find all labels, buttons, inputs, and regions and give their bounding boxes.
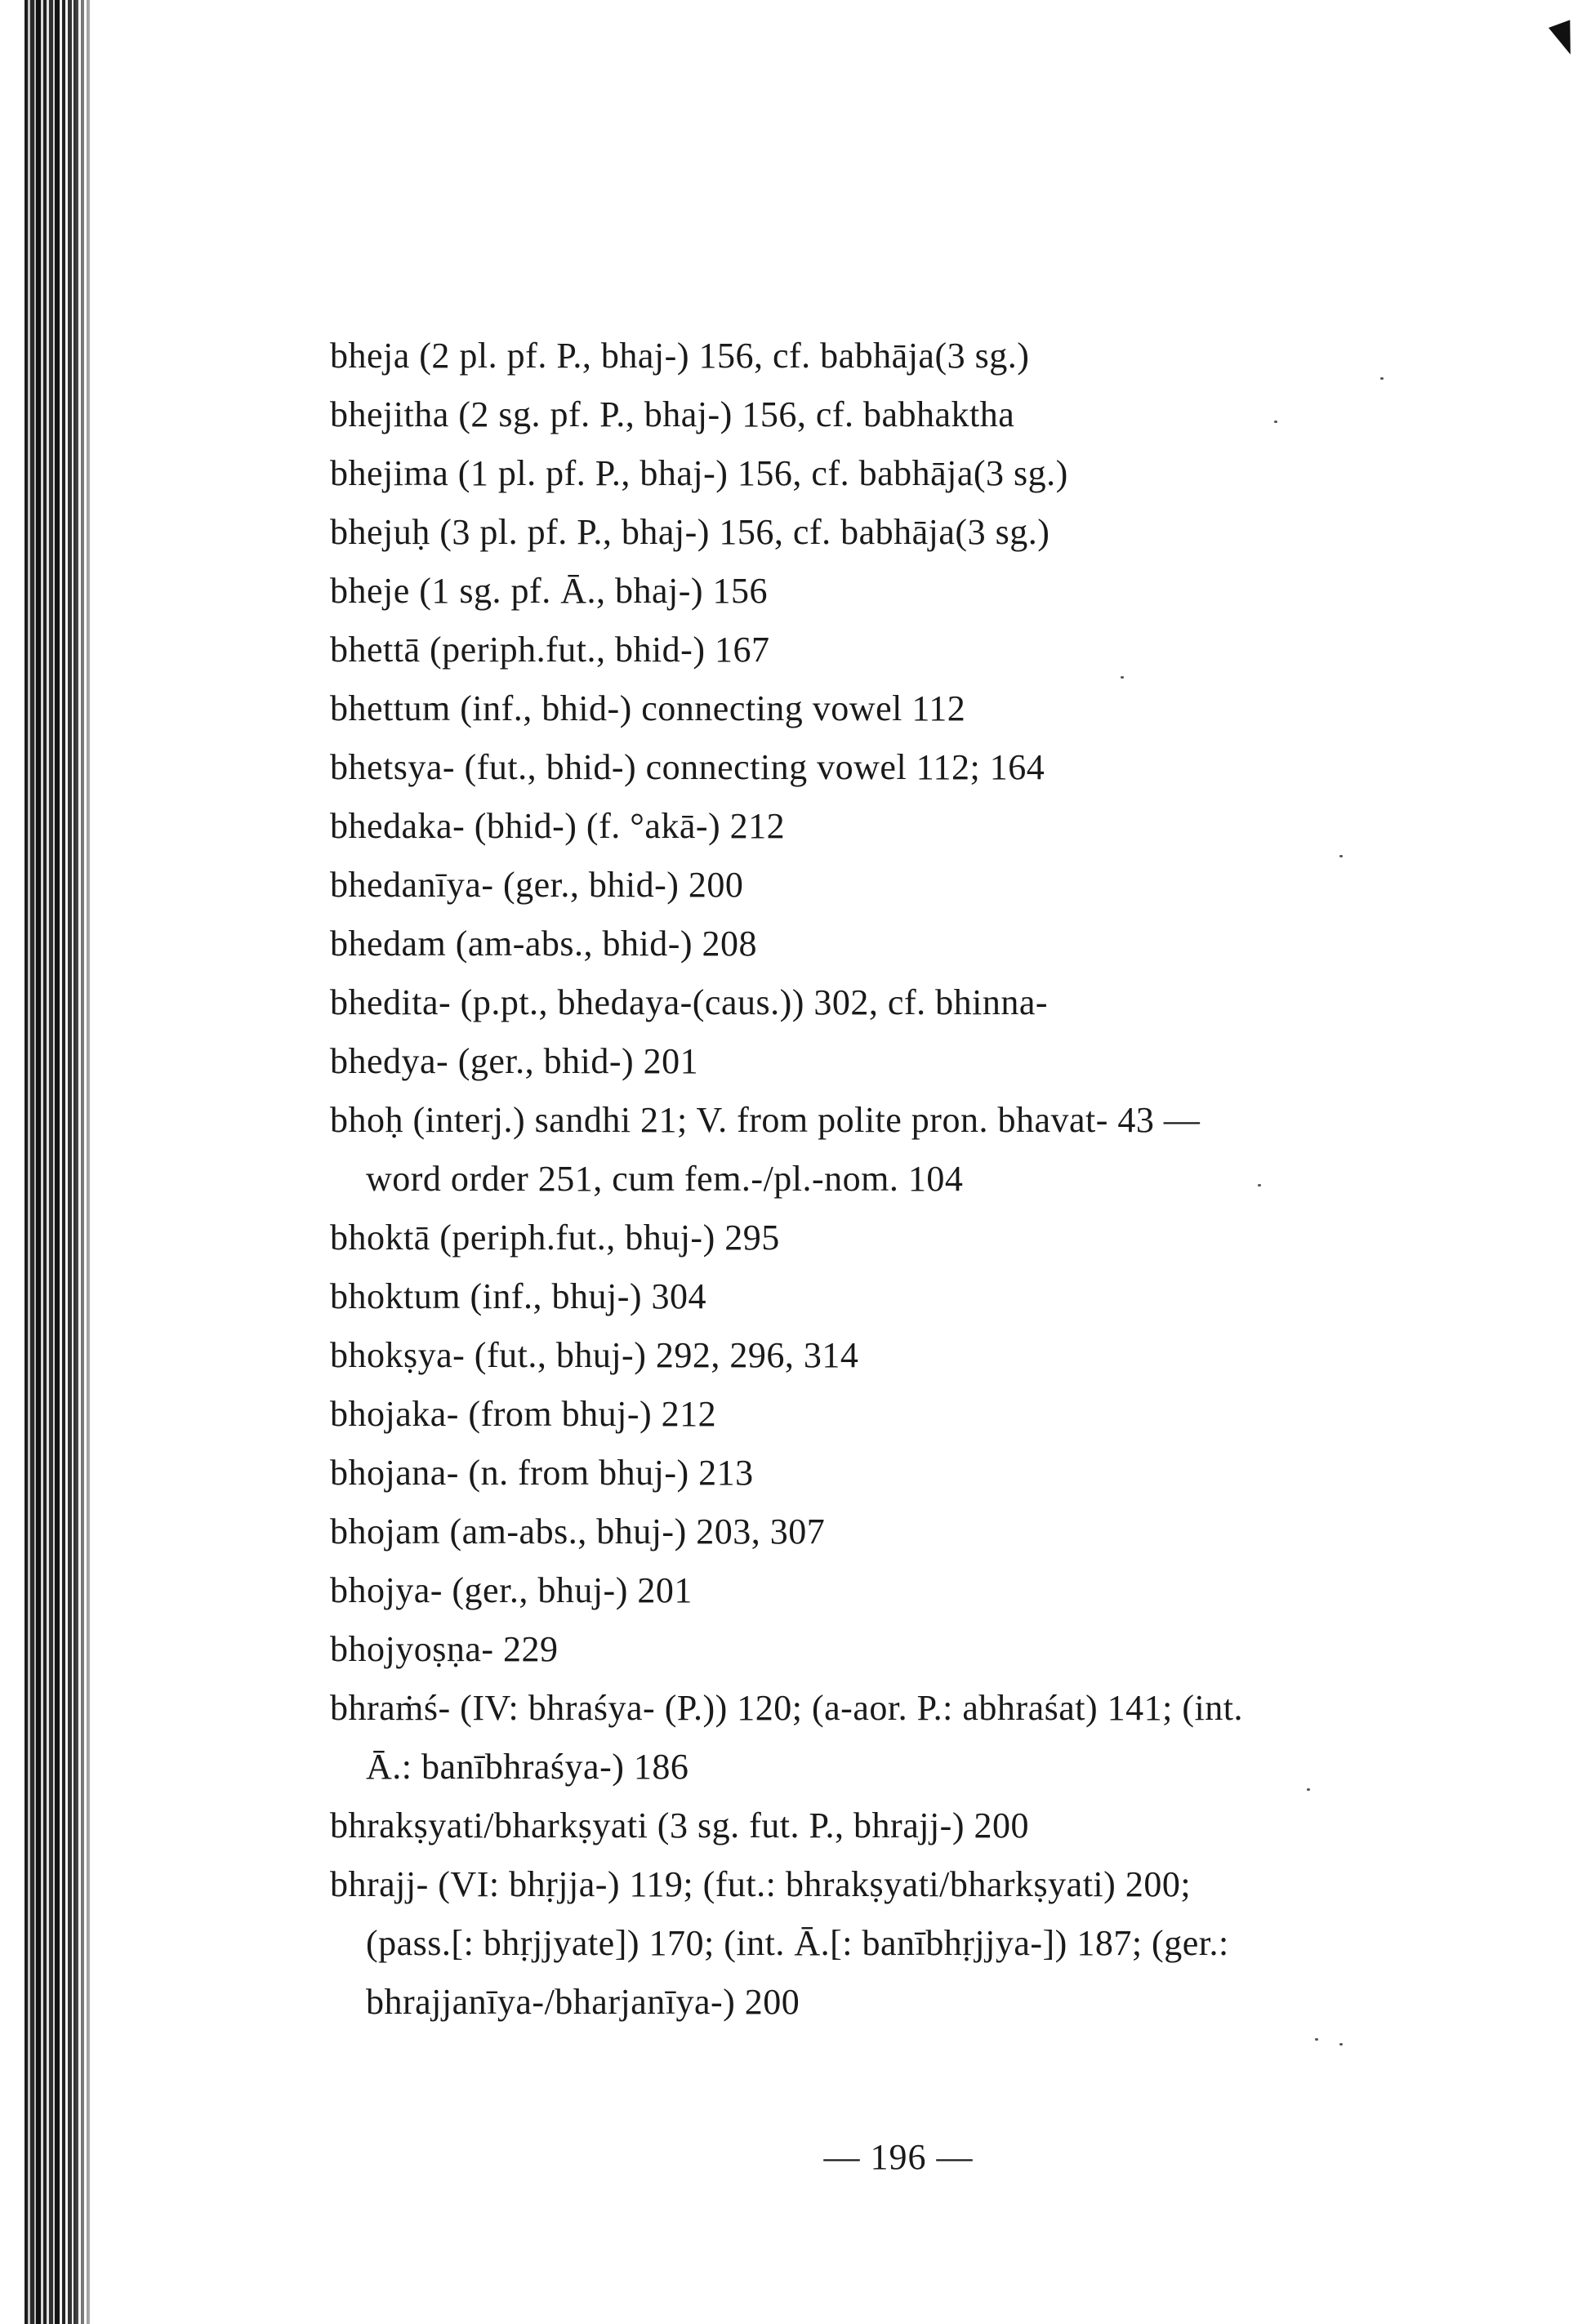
entry-line: bhedam (am-abs., bhid-) 208 [330,924,758,964]
entry-line: bhojya- (ger., bhuj-) 201 [330,1570,693,1610]
index-entry [330,915,1392,973]
scan-speck [1339,2043,1343,2046]
entry-continuation: word order 251, cum fem.-/pl.-nom. 104 [366,1159,964,1199]
scan-speck [1380,377,1384,380]
index-entry [330,1032,1392,1091]
entry-line: bhejitha (2 sg. pf. P., bhaj-) 156, cf. babhaktha [330,394,1015,434]
index-entry [330,856,1392,915]
index-entry [330,503,1392,562]
entry-line: bhojyoṣṇa- 229 [330,1629,559,1669]
binding-shadow [25,0,90,2324]
scan-speck [1121,676,1124,679]
entry-line: bhoktā (periph.fut., bhuj-) 295 [330,1218,780,1258]
scan-speck [1315,2038,1318,2041]
scan-speck [1307,1788,1310,1791]
entry-continuation: Ā.: banībhraśya-) 186 [366,1747,689,1787]
entry-line: bhedita- (p.pt., bhedaya-(caus.)) 302, cf. bhinna- [330,982,1049,1022]
index-entry [330,1503,1392,1561]
index-entry [330,1091,1392,1209]
index-entry [330,797,1392,856]
entry-line: bhokṣya- (fut., bhuj-) 292, 296, 314 [330,1335,859,1375]
entry-continuation: bhrajjanīya-/bharjanīya-) 200 [366,1982,800,2022]
entry-line: bhraṁś- (IV: bhraśya- (P.)) 120; (a-aor. P.: abhraśat) 141; (int. [330,1688,1243,1728]
entry-line: bheje (1 sg. pf. Ā., bhaj-) 156 [330,571,769,611]
entry-line: bhojana- (n. from bhuj-) 213 [330,1453,754,1493]
entry-line: bhrajj- (VI: bhṛjja-) 119; (fut.: bhrakṣyati/bharkṣyati) 200; [330,1864,1192,1904]
entry-line: bhetsya- (fut., bhid-) connecting vowel 112; 164 [330,747,1045,787]
scan-speck [1274,421,1277,423]
index-entry [330,1326,1392,1385]
index-entries [330,327,1392,2032]
entry-line: bhoḥ (interj.) sandhi 21; V. from polite pron. bhavat- 43 — [330,1100,1201,1140]
scan-speck [1339,855,1343,857]
entry-line: bheja (2 pl. pf. P., bhaj-) 156, cf. babhāja(3 sg.) [330,336,1030,376]
index-entry [330,679,1392,738]
index-entry [330,1620,1392,1679]
page-number: — 196 — [823,2137,974,2177]
index-entry [330,385,1392,444]
index-entry [330,1561,1392,1620]
index-entry [330,327,1392,385]
entry-line: bhojaka- (from bhuj-) 212 [330,1394,717,1434]
index-entry [330,1855,1392,2032]
entry-line: bhejima (1 pl. pf. P., bhaj-) 156, cf. babhāja(3 sg.) [330,453,1068,493]
entry-line: bhedya- (ger., bhid-) 201 [330,1041,699,1081]
entry-continuation: (pass.[: bhṛjjyate]) 170; (int. Ā.[: banībhṛjjya-]) 187; (ger.: [366,1923,1229,1963]
index-entry [330,621,1392,679]
index-entry [330,738,1392,797]
index-entry [330,1267,1392,1326]
corner-mark [1549,20,1581,58]
index-entry [330,973,1392,1032]
entry-line: bhettā (periph.fut., bhid-) 167 [330,630,770,670]
entry-line: bhoktum (inf., bhuj-) 304 [330,1276,707,1316]
entry-line: bhettum (inf., bhid-) connecting vowel 112 [330,688,966,728]
entry-line: bhrakṣyati/bharkṣyati (3 sg. fut. P., bhrajj-) 200 [330,1805,1029,1845]
entry-line: bhedaka- (bhid-) (f. °akā-) 212 [330,806,786,846]
index-entry [330,1385,1392,1444]
index-entry [330,1796,1392,1855]
index-entry [330,562,1392,621]
entry-line: bhojam (am-abs., bhuj-) 203, 307 [330,1511,826,1552]
index-entry [330,1679,1392,1796]
entry-line: bhedanīya- (ger., bhid-) 200 [330,865,744,905]
entry-line: bhejuḥ (3 pl. pf. P., bhaj-) 156, cf. babhāja(3 sg.) [330,512,1050,552]
index-entry [330,444,1392,503]
index-entry [330,1444,1392,1503]
index-entry [330,1209,1392,1267]
scan-speck [1258,1184,1261,1186]
